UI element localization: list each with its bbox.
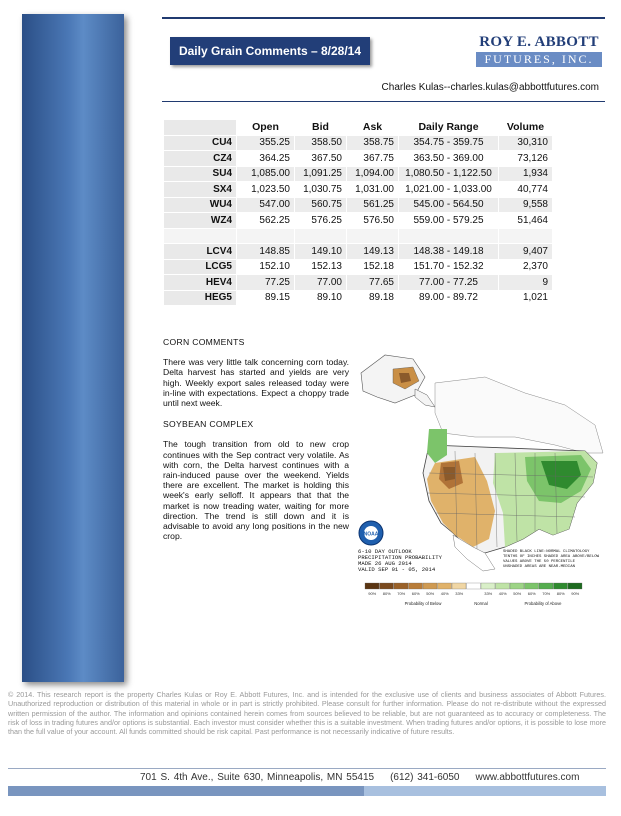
quote-range: 77.00 - 77.25 <box>399 275 499 291</box>
quote-range: 148.38 - 149.18 <box>399 244 499 260</box>
legend-normal-label: Normal <box>474 601 488 606</box>
header-rule-bottom <box>162 101 605 102</box>
quote-bid: 89.10 <box>295 290 347 306</box>
quote-bid: 560.75 <box>295 197 347 213</box>
quote-row <box>164 182 553 198</box>
spacer-rows <box>164 228 553 244</box>
map-note-2: TENTHS OF INCHES SHADED AREA ABOVE/BELOW <box>503 555 600 559</box>
legend-tick-below: 60% <box>411 591 420 596</box>
quote-open: 355.25 <box>237 135 295 151</box>
quote-row <box>164 244 553 260</box>
map-caption-3: MADE 26 AUG 2014 <box>358 560 412 567</box>
quote-ask: 367.75 <box>347 151 399 167</box>
quote-row <box>164 197 553 213</box>
quote-ask: 358.75 <box>347 135 399 151</box>
soy-heading: SOYBEAN COMPLEX <box>163 419 254 430</box>
quote-open: 547.00 <box>237 197 295 213</box>
quote-range: 545.00 - 564.50 <box>399 197 499 213</box>
legend-above-label: Probability of Above <box>524 601 562 606</box>
quote-range: 151.70 - 152.32 <box>399 259 499 275</box>
map-legend-scale <box>365 583 582 589</box>
legend-tick-below: 70% <box>397 591 406 596</box>
map-caption-1: 6-10 DAY OUTLOOK <box>358 548 412 555</box>
quote-range: 89.00 - 89.72 <box>399 290 499 306</box>
map-caption-4: VALID SEP 01 - 05, 2014 <box>358 566 436 573</box>
quotes-header-row <box>164 120 553 136</box>
footer-rule <box>8 768 606 769</box>
quote-symbol: LCG5 <box>164 259 237 275</box>
side-decor-bar <box>22 14 124 682</box>
legend-swatch <box>481 583 495 589</box>
legend-swatch <box>496 583 510 589</box>
legend-tick-above: 50% <box>513 591 522 596</box>
quote-ask: 77.65 <box>347 275 399 291</box>
quote-bid: 358.50 <box>295 135 347 151</box>
quote-range: 363.50 - 369.00 <box>399 151 499 167</box>
quote-row <box>164 275 553 291</box>
quote-bid: 152.13 <box>295 259 347 275</box>
quote-bid: 576.25 <box>295 213 347 229</box>
quote-row <box>164 213 553 229</box>
logo-line-1: ROY E. ABBOTT <box>479 34 599 50</box>
quote-open: 77.25 <box>237 275 295 291</box>
quote-symbol: WU4 <box>164 197 237 213</box>
quote-volume: 1,021 <box>499 290 553 306</box>
quote-row <box>164 166 553 182</box>
quote-open: 364.25 <box>237 151 295 167</box>
quote-symbol: SX4 <box>164 182 237 198</box>
quotes-table <box>163 119 553 306</box>
legend-tick-below: 50% <box>426 591 435 596</box>
quote-ask: 561.25 <box>347 197 399 213</box>
col-daily-range: Daily Range <box>399 120 499 136</box>
quote-open: 89.15 <box>237 290 295 306</box>
legal-disclaimer: © 2014. This research report is the property Charles Kulas or Roy E. Abbott Futures, Inc. and is intended for the exclusive use of clients and business associates of Abbott Futures. Unauthorized reproduction or distribution of this material in whole or in part is strictly prohibited. Please consult for further information. Please do not re-distribute without the expressed written permission of the author. The information and opinions contained herein comes from sources believed to be reliable, but are not guaranteed as to accuracy or completeness. The risk of loss in trading futures and/or options is substantial. Each investor must consider whether this is a suitable investment. When trading futures and/or options, it is possible to lose more than the full value of your account. All funds committed should be risk capital. Past performance is not necessarily indicative of future results. <box>8 690 606 737</box>
quote-bid: 149.10 <box>295 244 347 260</box>
map-note-1: SHADED BLACK LINE:NORMAL CLIMATOLOGY <box>503 550 590 554</box>
logo-line-2: FUTURES, INC. <box>476 52 602 67</box>
quote-row <box>164 151 553 167</box>
legend-tick-above: 70% <box>542 591 551 596</box>
page-title: Daily Grain Comments – 8/28/14 <box>170 37 370 65</box>
quote-range: 1,021.00 - 1,033.00 <box>399 182 499 198</box>
quote-ask: 149.13 <box>347 244 399 260</box>
quote-ask: 89.18 <box>347 290 399 306</box>
quote-volume: 2,370 <box>499 259 553 275</box>
quote-open: 562.25 <box>237 213 295 229</box>
soy-body: The tough transition from old to new crop continues with the Sep contract very volatile. As with corn, the Delta harvest continues with a rain-induced pause over the weekend. Yields there are excellent. The market is holding this week's early selloff. It appears that that the market is now treading water, waiting for more direction. The trend is still down and it is advisable to avoid any long positions in the new crop. <box>163 439 349 542</box>
legend-tick-above: 80% <box>556 591 565 596</box>
quote-ask: 152.18 <box>347 259 399 275</box>
quote-bid: 1,030.75 <box>295 182 347 198</box>
quote-ask: 1,031.00 <box>347 182 399 198</box>
quote-volume: 9,407 <box>499 244 553 260</box>
livestock-rows <box>164 244 553 306</box>
quote-range: 354.75 - 359.75 <box>399 135 499 151</box>
quote-symbol: CZ4 <box>164 151 237 167</box>
footer-color-bar <box>8 786 606 796</box>
legend-tick-below: 90% <box>368 591 377 596</box>
quote-bid: 77.00 <box>295 275 347 291</box>
footer-color-bar-segment <box>8 786 364 796</box>
legend-tick-above: 40% <box>498 591 507 596</box>
legend-swatch <box>467 583 481 589</box>
author-contact: Charles Kulas--charles.kulas@abbottfutures.com <box>381 82 599 93</box>
quote-bid: 367.50 <box>295 151 347 167</box>
quote-ask: 576.50 <box>347 213 399 229</box>
quote-volume: 1,934 <box>499 166 553 182</box>
quote-row <box>164 259 553 275</box>
quote-bid: 1,091.25 <box>295 166 347 182</box>
legend-swatch <box>568 583 582 589</box>
quote-symbol: CU4 <box>164 135 237 151</box>
quote-volume: 73,126 <box>499 151 553 167</box>
quote-symbol: SU4 <box>164 166 237 182</box>
footer-phone: (612) 341-6050 <box>390 772 460 783</box>
quote-ask: 1,094.00 <box>347 166 399 182</box>
legend-swatch <box>510 583 524 589</box>
spacer-row <box>164 228 553 244</box>
quote-volume: 51,464 <box>499 213 553 229</box>
quote-symbol: HEG5 <box>164 290 237 306</box>
quote-range: 1,080.50 - 1,122.50 <box>399 166 499 182</box>
map-note-4: UNSHADED AREAS ARE NEAR-MEDIAN <box>503 565 576 569</box>
legend-tick-above: 33% <box>484 591 493 596</box>
legend-tick-below: 33% <box>455 591 464 596</box>
precipitation-outlook-map <box>355 333 605 610</box>
legend-swatch <box>409 583 423 589</box>
legend-below-label: Probability of Below <box>404 601 442 606</box>
commentary-column <box>163 337 349 552</box>
header-rule-top <box>162 17 605 19</box>
corn-body: There was very little talk concerning corn today. Delta harvest has started and yields are very high. Weekly export sales released today were in-line with expectations. Expect a choppy trade until next week. <box>163 357 349 409</box>
legend-swatch <box>438 583 452 589</box>
quote-volume: 9 <box>499 275 553 291</box>
corn-heading: CORN COMMENTS <box>163 337 245 347</box>
quote-symbol: WZ4 <box>164 213 237 229</box>
footer-website[interactable]: www.abbottfutures.com <box>475 772 580 783</box>
col-bid: Bid <box>295 120 347 136</box>
quote-open: 1,023.50 <box>237 182 295 198</box>
legend-swatch <box>380 583 394 589</box>
quote-open: 152.10 <box>237 259 295 275</box>
quote-volume: 9,558 <box>499 197 553 213</box>
quote-symbol: HEV4 <box>164 275 237 291</box>
company-logo <box>476 34 602 66</box>
legend-tick-below: 80% <box>382 591 391 596</box>
legend-swatch <box>365 583 379 589</box>
footer-address: 701 S. 4th Ave., Suite 630, Minneapolis, MN 55415 <box>140 772 375 783</box>
quote-symbol: LCV4 <box>164 244 237 260</box>
legend-swatch <box>539 583 553 589</box>
quote-open: 1,085.00 <box>237 166 295 182</box>
legend-tick-above: 60% <box>527 591 536 596</box>
quote-volume: 40,774 <box>499 182 553 198</box>
legend-swatch <box>394 583 408 589</box>
col-volume: Volume <box>499 120 553 136</box>
legend-swatch <box>452 583 466 589</box>
quote-row <box>164 290 553 306</box>
quote-row <box>164 135 553 151</box>
col-ask: Ask <box>347 120 399 136</box>
quote-range: 559.00 - 579.25 <box>399 213 499 229</box>
map-note-3: VALUES ABOVE THE 50 PERCENTILE <box>503 560 576 564</box>
footer-contact-line <box>140 772 595 783</box>
legend-swatch <box>423 583 437 589</box>
legend-swatch <box>525 583 539 589</box>
col-open: Open <box>237 120 295 136</box>
grain-rows <box>164 135 553 228</box>
corner-cell <box>164 120 237 136</box>
map-caption-2: PRECIPITATION PROBABILITY <box>358 554 442 561</box>
quote-volume: 30,310 <box>499 135 553 151</box>
noaa-badge-text: NOAA <box>363 531 379 538</box>
quote-open: 148.85 <box>237 244 295 260</box>
legend-tick-above: 90% <box>571 591 580 596</box>
legend-tick-below: 40% <box>440 591 449 596</box>
legend-swatch <box>554 583 568 589</box>
